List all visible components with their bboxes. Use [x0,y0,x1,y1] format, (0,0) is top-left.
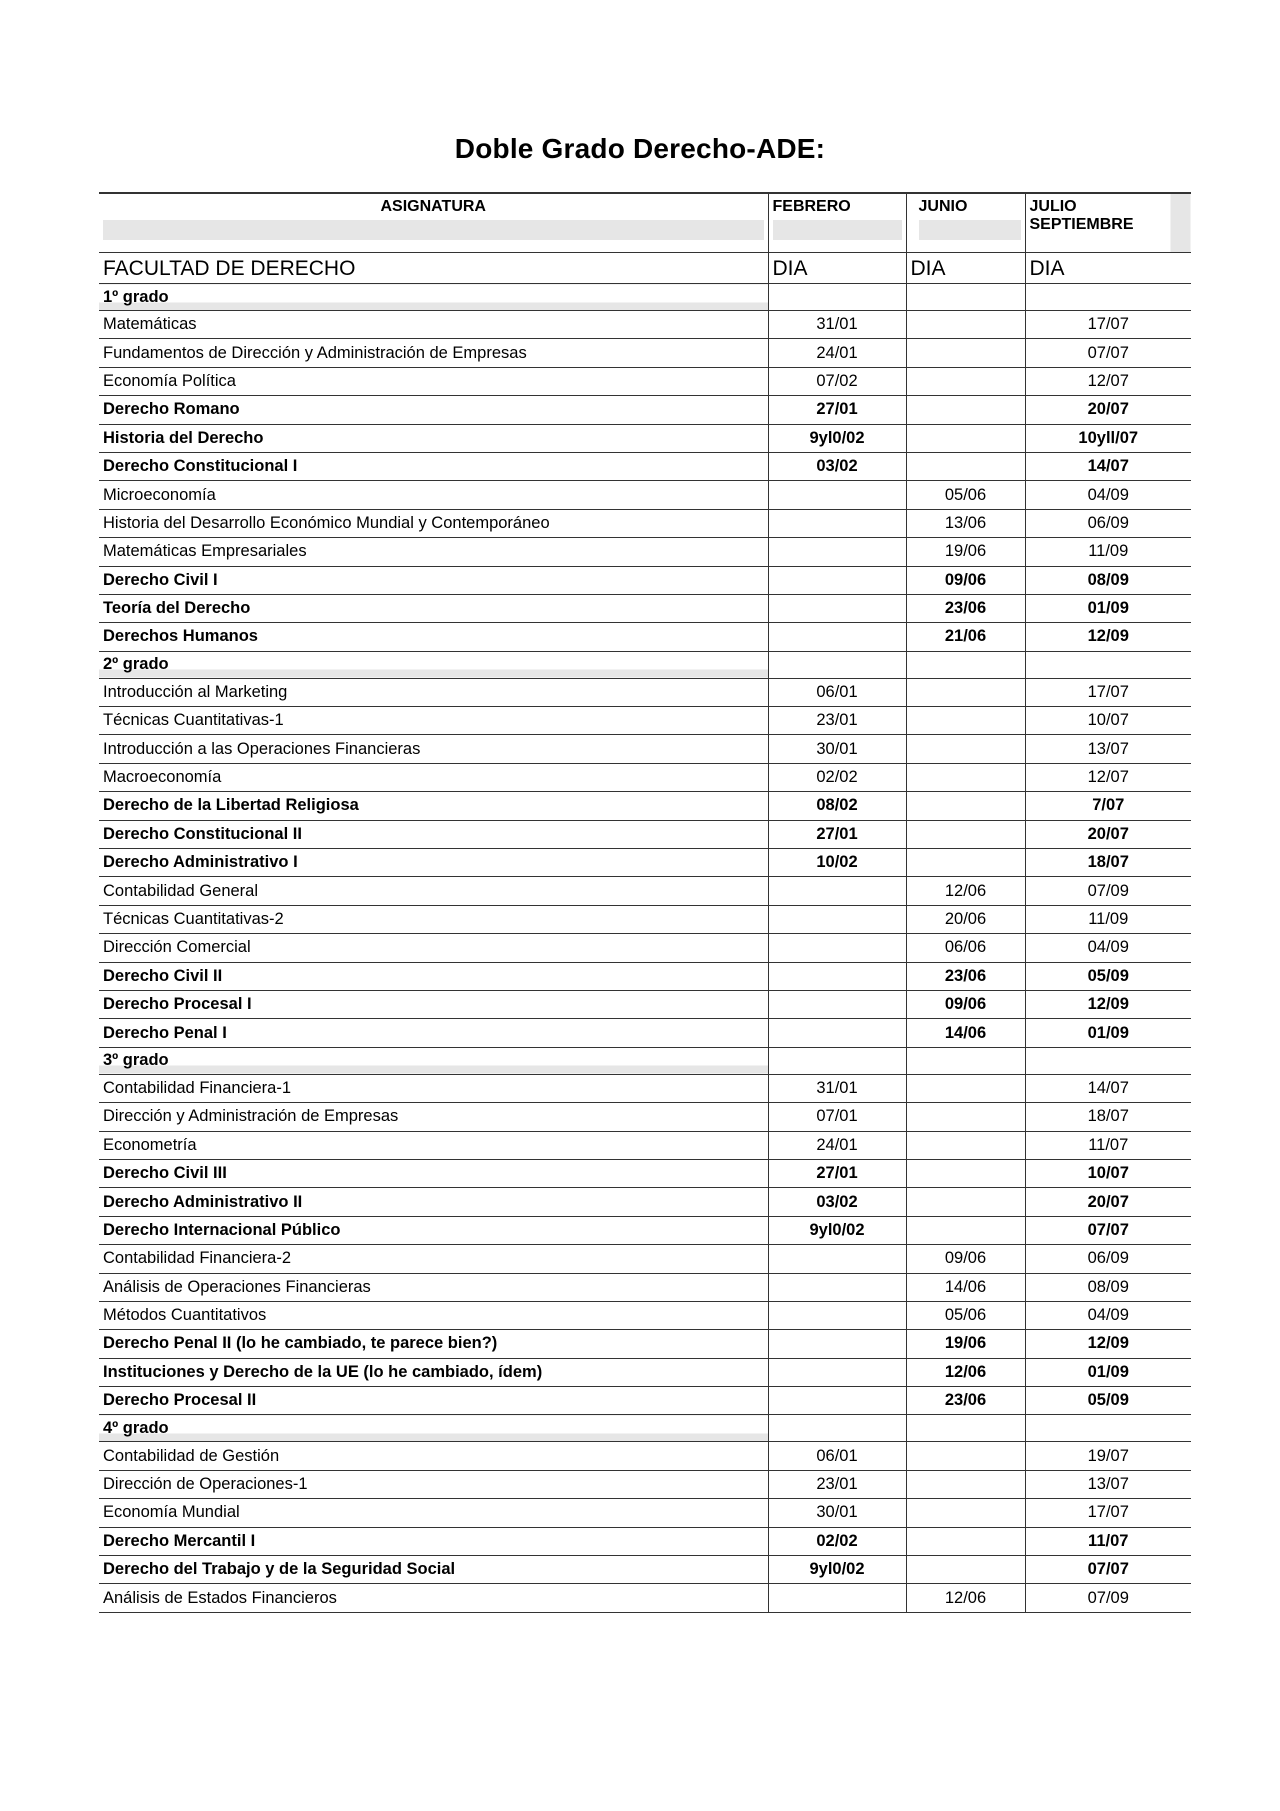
julio-septiembre-date: 04/09 [1025,481,1191,509]
empty-cell [1025,1047,1191,1074]
julio-septiembre-date: 13/07 [1025,1470,1191,1498]
subject-name: Historia del Derecho [99,424,768,452]
subject-name: Economía Política [99,367,768,395]
page-title: Doble Grado Derecho-ADE: [454,133,826,164]
julio-septiembre-date: 07/09 [1025,1584,1191,1612]
febrero-date: 02/02 [768,763,906,791]
subject-row [99,735,1191,763]
subject-name: Economía Mundial [99,1499,768,1527]
febrero-date: 08/02 [768,792,906,820]
junio-date: 21/06 [906,623,1025,651]
subject-name: Derecho Procesal II [99,1387,768,1415]
julio-septiembre-date: 01/09 [1025,1358,1191,1386]
subject-row [99,1556,1191,1584]
subject-row [99,849,1191,877]
subject-name: Derecho del Trabajo y de la Seguridad Social [99,1556,768,1584]
febrero-date [768,538,906,566]
subject-row [99,1442,1191,1470]
julio-septiembre-date: 17/07 [1025,1499,1191,1527]
junio-date: 20/06 [906,905,1025,933]
febrero-date [768,1330,906,1358]
subject-name: Contabilidad General [99,877,768,905]
junio-date [906,1470,1025,1498]
subject-name: Derecho Administrativo I [99,849,768,877]
subject-row [99,452,1191,480]
julio-septiembre-date: 08/09 [1025,566,1191,594]
subject-name: Derecho Civil III [99,1159,768,1187]
febrero-date: 06/01 [768,678,906,706]
julio-septiembre-date: 10/07 [1025,707,1191,735]
junio-date [906,1131,1025,1159]
grade-label: 1º grado [99,284,768,311]
subject-name: Métodos Cuantitativos [99,1301,768,1329]
subject-name: Técnicas Cuantitativas-1 [99,707,768,735]
febrero-date: 24/01 [768,339,906,367]
febrero-date [768,623,906,651]
subject-name: Derecho Constitucional I [99,452,768,480]
subject-name: Instituciones y Derecho de la UE (lo he cambiado, ídem) [99,1358,768,1386]
junio-date: 05/06 [906,1301,1025,1329]
julio-septiembre-date: 05/09 [1025,1387,1191,1415]
subject-row [99,792,1191,820]
febrero-date [768,566,906,594]
febrero-date [768,481,906,509]
subject-row [99,990,1191,1018]
subject-row [99,1470,1191,1498]
febrero-date: 07/02 [768,367,906,395]
subject-row [99,962,1191,990]
empty-cell [906,1047,1025,1074]
junio-date [906,707,1025,735]
subject-name: Derecho Penal II (lo he cambiado, te parece bien?) [99,1330,768,1358]
julio-septiembre-date: 20/07 [1025,820,1191,848]
febrero-date: 31/01 [768,311,906,339]
julio-septiembre-date: 13/07 [1025,735,1191,763]
empty-cell [1025,651,1191,678]
subject-name: Microeconomía [99,481,768,509]
subject-row [99,424,1191,452]
febrero-date: 27/01 [768,820,906,848]
subject-row [99,1188,1191,1216]
febrero-date: 03/02 [768,1188,906,1216]
subject-row [99,820,1191,848]
junio-date [906,424,1025,452]
febrero-date [768,1301,906,1329]
subject-row [99,367,1191,395]
junio-date [906,1527,1025,1555]
julio-septiembre-date: 14/07 [1025,1074,1191,1102]
header-junio: JUNIO [906,193,1025,253]
julio-septiembre-date: 18/07 [1025,849,1191,877]
junio-date: 09/06 [906,1245,1025,1273]
junio-date: 13/06 [906,509,1025,537]
julio-septiembre-date: 19/07 [1025,1442,1191,1470]
julio-septiembre-date: 05/09 [1025,962,1191,990]
julio-septiembre-date: 20/07 [1025,396,1191,424]
julio-septiembre-date: 10yll/07 [1025,424,1191,452]
febrero-date [768,594,906,622]
subject-row [99,1330,1191,1358]
junio-date: 06/06 [906,934,1025,962]
junio-date [906,311,1025,339]
febrero-date [768,1273,906,1301]
julio-septiembre-date: 12/09 [1025,623,1191,651]
subject-name: Derecho Administrativo II [99,1188,768,1216]
subject-name: Dirección de Operaciones-1 [99,1470,768,1498]
junio-date: 23/06 [906,962,1025,990]
junio-date: 09/06 [906,990,1025,1018]
empty-cell [768,651,906,678]
subject-name: Matemáticas Empresariales [99,538,768,566]
empty-cell [906,284,1025,311]
empty-cell [768,284,906,311]
febrero-date [768,1358,906,1386]
grade-row [99,1047,1191,1074]
julio-septiembre-date: 12/07 [1025,367,1191,395]
subject-row [99,707,1191,735]
febrero-date: 10/02 [768,849,906,877]
subject-row [99,1499,1191,1527]
febrero-date: 02/02 [768,1527,906,1555]
subject-row [99,481,1191,509]
junio-date: 14/06 [906,1019,1025,1047]
subject-row [99,396,1191,424]
subject-row [99,1358,1191,1386]
febrero-date [768,990,906,1018]
subject-name: Contabilidad de Gestión [99,1442,768,1470]
julio-septiembre-date: 08/09 [1025,1273,1191,1301]
faculty-row [99,253,1191,284]
febrero-date [768,1584,906,1612]
febrero-date: 31/01 [768,1074,906,1102]
febrero-date: 9yl0/02 [768,1556,906,1584]
subject-name: Derecho Civil II [99,962,768,990]
julio-septiembre-date: 12/07 [1025,763,1191,791]
junio-date: 12/06 [906,877,1025,905]
febrero-date: 23/01 [768,1470,906,1498]
empty-cell [768,1415,906,1442]
febrero-date: 9yl0/02 [768,424,906,452]
junio-date [906,1442,1025,1470]
subject-name: Análisis de Estados Financieros [99,1584,768,1612]
junio-date [906,1499,1025,1527]
subject-row [99,311,1191,339]
subject-name: Derecho Civil I [99,566,768,594]
julio-septiembre-date: 17/07 [1025,678,1191,706]
junio-date [906,367,1025,395]
subject-name: Matemáticas [99,311,768,339]
julio-septiembre-date: 11/07 [1025,1131,1191,1159]
faculty-label: FACULTAD DE DERECHO [99,253,768,284]
subject-name: Contabilidad Financiera-2 [99,1245,768,1273]
empty-cell [1025,284,1191,311]
febrero-date [768,962,906,990]
subject-name: Derecho Internacional Público [99,1216,768,1244]
junio-date [906,792,1025,820]
junio-date: 23/06 [906,594,1025,622]
subject-name: Derecho de la Libertad Religiosa [99,792,768,820]
subject-row [99,623,1191,651]
subject-row [99,1074,1191,1102]
julio-septiembre-date: 04/09 [1025,1301,1191,1329]
subject-name: Derecho Penal I [99,1019,768,1047]
subject-row [99,1159,1191,1187]
julio-septiembre-date: 07/07 [1025,1556,1191,1584]
empty-cell [906,1415,1025,1442]
subject-row [99,1273,1191,1301]
julio-septiembre-date: 17/07 [1025,311,1191,339]
subject-name: Dirección Comercial [99,934,768,962]
subject-name: Técnicas Cuantitativas-2 [99,905,768,933]
febrero-date [768,1245,906,1273]
junio-date [906,763,1025,791]
subject-row [99,538,1191,566]
febrero-date [768,1387,906,1415]
subject-row [99,905,1191,933]
julio-septiembre-date: 7/07 [1025,792,1191,820]
subject-name: Contabilidad Financiera-1 [99,1074,768,1102]
subject-row [99,1019,1191,1047]
grade-label: 4º grado [99,1415,768,1442]
febrero-date: 30/01 [768,1499,906,1527]
empty-cell [768,1047,906,1074]
subject-row [99,1387,1191,1415]
subject-name: Introducción a las Operaciones Financieras [99,735,768,763]
junio-date [906,1159,1025,1187]
header-julio-septiembre: JULIO SEPTIEMBRE [1025,193,1191,253]
subject-name: Derecho Mercantil I [99,1527,768,1555]
julio-septiembre-date: 20/07 [1025,1188,1191,1216]
julio-septiembre-date: 06/09 [1025,1245,1191,1273]
subject-row [99,339,1191,367]
julio-septiembre-date: 04/09 [1025,934,1191,962]
junio-date: 19/06 [906,538,1025,566]
empty-cell [1025,1415,1191,1442]
subject-row [99,1527,1191,1555]
subject-name: Macroeconomía [99,763,768,791]
julio-septiembre-date: 06/09 [1025,509,1191,537]
febrero-date [768,934,906,962]
subject-row [99,594,1191,622]
junio-date: 23/06 [906,1387,1025,1415]
junio-date: 12/06 [906,1358,1025,1386]
febrero-date: 30/01 [768,735,906,763]
subject-name: Derecho Romano [99,396,768,424]
febrero-date: 03/02 [768,452,906,480]
subject-row [99,1301,1191,1329]
subject-row [99,763,1191,791]
header-row [99,193,1191,253]
subject-name: Dirección y Administración de Empresas [99,1103,768,1131]
febrero-date: 06/01 [768,1442,906,1470]
header-asignatura: ASIGNATURA [99,193,768,253]
julio-septiembre-date: 07/09 [1025,877,1191,905]
exam-schedule-table [99,192,1191,1613]
grade-label: 2º grado [99,651,768,678]
subject-row [99,1131,1191,1159]
subject-name: Econometría [99,1131,768,1159]
julio-septiembre-date: 14/07 [1025,452,1191,480]
julio-septiembre-date: 12/09 [1025,1330,1191,1358]
febrero-date: 27/01 [768,396,906,424]
grade-row [99,651,1191,678]
junio-date [906,735,1025,763]
subject-row [99,1584,1191,1612]
junio-date: 12/06 [906,1584,1025,1612]
febrero-date: 9yl0/02 [768,1216,906,1244]
junio-date: 19/06 [906,1330,1025,1358]
febrero-date [768,1019,906,1047]
febrero-date: 23/01 [768,707,906,735]
julio-septiembre-date: 07/07 [1025,339,1191,367]
junio-date: 14/06 [906,1273,1025,1301]
empty-cell [906,651,1025,678]
julio-septiembre-date: 01/09 [1025,1019,1191,1047]
subject-row [99,1103,1191,1131]
subject-name: Derecho Constitucional II [99,820,768,848]
junio-date [906,1188,1025,1216]
subject-row [99,509,1191,537]
header-febrero: FEBRERO [768,193,906,253]
subject-name: Derecho Procesal I [99,990,768,1018]
dia-febrero: DIA [768,253,906,284]
junio-date [906,678,1025,706]
junio-date [906,1074,1025,1102]
julio-septiembre-date: 12/09 [1025,990,1191,1018]
subject-name: Derechos Humanos [99,623,768,651]
subject-name: Teoría del Derecho [99,594,768,622]
subject-name: Introducción al Marketing [99,678,768,706]
junio-date [906,820,1025,848]
subject-row [99,1245,1191,1273]
febrero-date [768,905,906,933]
subject-row [99,934,1191,962]
febrero-date [768,509,906,537]
junio-date: 05/06 [906,481,1025,509]
subject-row [99,678,1191,706]
junio-date [906,339,1025,367]
subject-name: Historia del Desarrollo Económico Mundial y Contemporáneo [99,509,768,537]
dia-junio: DIA [906,253,1025,284]
julio-septiembre-date: 11/09 [1025,905,1191,933]
subject-row [99,1216,1191,1244]
febrero-date: 07/01 [768,1103,906,1131]
subject-name: Análisis de Operaciones Financieras [99,1273,768,1301]
febrero-date [768,877,906,905]
julio-septiembre-date: 10/07 [1025,1159,1191,1187]
julio-septiembre-date: 11/07 [1025,1527,1191,1555]
grade-row [99,1415,1191,1442]
febrero-date: 24/01 [768,1131,906,1159]
junio-date [906,396,1025,424]
julio-septiembre-date: 18/07 [1025,1103,1191,1131]
febrero-date: 27/01 [768,1159,906,1187]
junio-date [906,1556,1025,1584]
subject-name: Fundamentos de Dirección y Administración de Empresas [99,339,768,367]
junio-date [906,1216,1025,1244]
julio-septiembre-date: 11/09 [1025,538,1191,566]
junio-date [906,849,1025,877]
subject-row [99,877,1191,905]
dia-julio: DIA [1025,253,1191,284]
junio-date [906,1103,1025,1131]
junio-date [906,452,1025,480]
junio-date: 09/06 [906,566,1025,594]
grade-label: 3º grado [99,1047,768,1074]
julio-septiembre-date: 07/07 [1025,1216,1191,1244]
subject-row [99,566,1191,594]
grade-row [99,284,1191,311]
julio-septiembre-date: 01/09 [1025,594,1191,622]
